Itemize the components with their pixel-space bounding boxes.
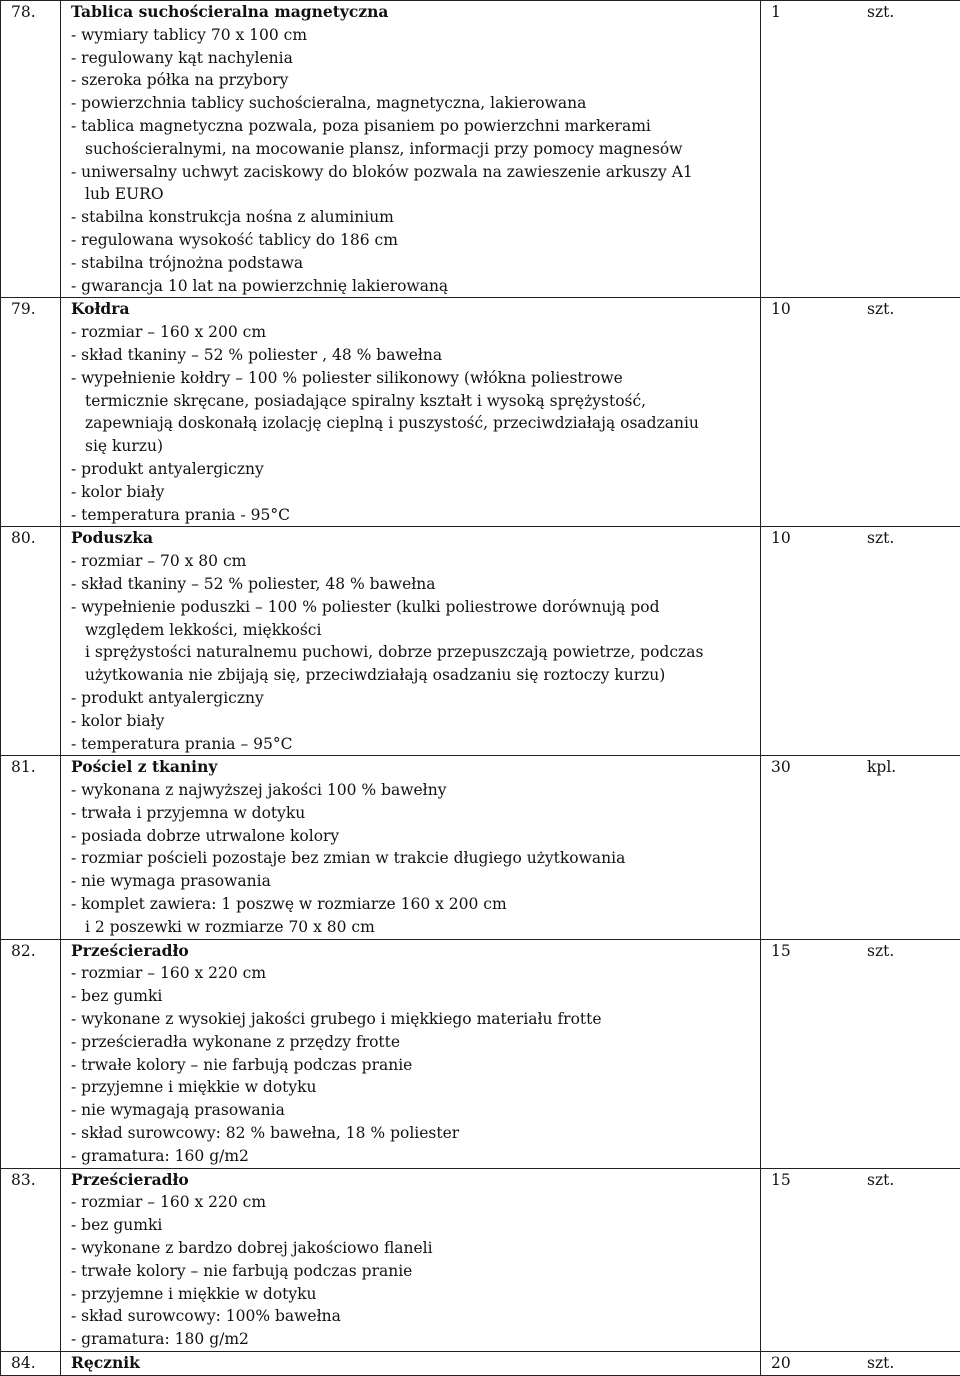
item-description xyxy=(61,527,761,756)
quantity-value: 20 xyxy=(771,1354,791,1373)
item-description xyxy=(61,298,761,527)
quantity-unit: szt. xyxy=(867,1170,895,1189)
spec-line: - temperatura prania – 95°C xyxy=(71,734,293,753)
spec-line: - gwarancja 10 lat na powierzchnię lakierowaną xyxy=(71,276,449,295)
spec-line: i sprężystości naturalnemu puchowi, dobrze przepuszczają powietrze, podczas xyxy=(85,643,704,662)
spec-line: się kurzu) xyxy=(85,437,163,456)
spec-line: - przyjemne i miękkie w dotyku xyxy=(71,1078,317,1097)
item-row xyxy=(1,1,960,298)
item-row xyxy=(1,1352,960,1376)
spec-line: - bez gumki xyxy=(71,987,163,1006)
spec-line: - szeroka półka na przybory xyxy=(71,71,289,90)
spec-line: suchościeralnymi, na mocowanie plansz, informacji przy pomocy magnesów xyxy=(85,139,683,158)
item-number: 79. xyxy=(1,298,61,527)
item-number: 82. xyxy=(1,939,61,1168)
spec-line: - nie wymaga prasowania xyxy=(71,872,271,891)
spec-line: - prześcieradła wykonane z przędzy frotte xyxy=(71,1032,401,1051)
spec-line: - wykonana z najwyższej jakości 100 % bawełny xyxy=(71,781,447,800)
quantity-value: 15 xyxy=(771,941,791,960)
spec-line: - trwałe kolory – nie farbują podczas pranie xyxy=(71,1261,413,1280)
spec-line: - tablica magnetyczna pozwala, poza pisaniem po powierzchni markerami xyxy=(71,116,651,135)
spec-line: - regulowana wysokość tablicy do 186 cm xyxy=(71,230,398,249)
quantity-unit: szt. xyxy=(867,1354,895,1373)
item-quantity-cell xyxy=(761,1168,960,1351)
spec-line: - stabilna konstrukcja nośna z aluminium xyxy=(71,208,394,227)
spec-line: zapewniają doskonałą izolację cieplną i puszystość, przeciwdziałają osadzaniu xyxy=(85,414,699,433)
spec-line: - gramatura: 160 g/m2 xyxy=(71,1146,249,1165)
spec-line: i 2 poszewki w rozmiarze 70 x 80 cm xyxy=(85,917,375,936)
item-quantity-cell xyxy=(761,756,960,939)
item-title: Poduszka xyxy=(71,528,153,548)
spec-line: - przyjemne i miękkie w dotyku xyxy=(71,1284,317,1303)
item-number: 84. xyxy=(1,1352,61,1376)
item-description xyxy=(61,756,761,939)
spec-line: - uniwersalny uchwyt zaciskowy do bloków pozwala na zawieszenie arkuszy A1 xyxy=(71,162,693,181)
item-title: Kołdra xyxy=(71,299,130,319)
spec-line: - skład surowcowy: 100% bawełna xyxy=(71,1307,341,1326)
item-description xyxy=(61,939,761,1168)
item-number: 81. xyxy=(1,756,61,939)
item-number: 83. xyxy=(1,1168,61,1351)
spec-line: - posiada dobrze utrwalone kolory xyxy=(71,826,340,845)
item-title: Ręcznik xyxy=(71,1353,140,1373)
item-title: Tablica suchościeralna magnetyczna xyxy=(71,2,389,21)
quantity-unit: szt. xyxy=(867,529,895,548)
spec-line: - kolor biały xyxy=(71,482,165,501)
spec-line: - rozmiar pościeli pozostaje bez zmian w trakcie długiego użytkowania xyxy=(71,849,626,868)
spec-line: - stabilna trójnożna podstawa xyxy=(71,253,304,272)
item-description xyxy=(61,1352,761,1376)
spec-line: - trwała i przyjemna w dotyku xyxy=(71,803,306,822)
quantity-value: 1 xyxy=(771,3,781,21)
item-title: Pościel z tkaniny xyxy=(71,757,218,777)
item-number: 80. xyxy=(1,527,61,756)
item-title: Prześcieradło xyxy=(71,940,189,960)
spec-line: - wymiary tablicy 70 x 100 cm xyxy=(71,25,308,44)
item-number: 78. xyxy=(1,1,61,298)
spec-line: - skład tkaniny – 52 % poliester, 48 % bawełna xyxy=(71,574,436,593)
item-description xyxy=(61,1,761,298)
spec-line: termicznie skręcane, posiadające spiralny kształt i wysoką sprężystość, xyxy=(85,391,647,410)
spec-line: - skład tkaniny – 52 % poliester , 48 % bawełna xyxy=(71,345,443,364)
spec-line: - wypełnienie kołdry – 100 % poliester silikonowy (włókna poliestrowe xyxy=(71,368,623,387)
item-row xyxy=(1,527,960,756)
item-title: Prześcieradło xyxy=(71,1169,189,1189)
spec-line: lub EURO xyxy=(85,185,164,204)
item-quantity-cell xyxy=(761,939,960,1168)
item-quantity-cell xyxy=(761,527,960,756)
quantity-unit: szt. xyxy=(867,3,895,21)
spec-line: względem lekkości, miękkości xyxy=(85,620,322,639)
quantity-unit: szt. xyxy=(867,941,895,960)
spec-line: - nie wymagają prasowania xyxy=(71,1101,285,1120)
quantity-value: 10 xyxy=(771,529,791,548)
spec-line: - trwałe kolory – nie farbują podczas pranie xyxy=(71,1055,413,1074)
spec-line: - produkt antyalergiczny xyxy=(71,688,264,707)
quantity-value: 15 xyxy=(771,1170,791,1189)
item-description xyxy=(61,1168,761,1351)
item-quantity-cell xyxy=(761,1352,960,1376)
spec-line: - produkt antyalergiczny xyxy=(71,459,264,478)
spec-line: - rozmiar – 160 x 220 cm xyxy=(71,1193,267,1212)
spec-line: użytkowania nie zbijają się, przeciwdziałają osadzaniu się roztoczy kurzu) xyxy=(85,666,666,685)
item-quantity-cell xyxy=(761,298,960,527)
spec-line: - wykonane z bardzo dobrej jakościowo flaneli xyxy=(71,1239,433,1258)
spec-line: - gramatura: 180 g/m2 xyxy=(71,1330,249,1349)
item-row xyxy=(1,939,960,1168)
spec-line: - skład surowcowy: 82 % bawełna, 18 % poliester xyxy=(71,1124,460,1143)
spec-line: - wykonane z wysokiej jakości grubego i miękkiego materiału frotte xyxy=(71,1010,602,1029)
item-row xyxy=(1,1168,960,1351)
item-row xyxy=(1,298,960,527)
spec-line: - komplet zawiera: 1 poszwę w rozmiarze 160 x 200 cm xyxy=(71,895,507,914)
spec-line: - temperatura prania - 95°C xyxy=(71,505,290,524)
items-table-body xyxy=(1,1,960,1376)
quantity-value: 30 xyxy=(771,758,791,777)
spec-line: - bez gumki xyxy=(71,1216,163,1235)
item-row xyxy=(1,756,960,939)
spec-line: - rozmiar – 70 x 80 cm xyxy=(71,552,247,571)
item-quantity-cell xyxy=(761,1,960,298)
quantity-unit: kpl. xyxy=(867,758,897,777)
spec-line: - rozmiar – 160 x 200 cm xyxy=(71,323,267,342)
spec-line: - rozmiar – 160 x 220 cm xyxy=(71,964,267,983)
spec-line: - wypełnienie poduszki – 100 % poliester (kulki poliestrowe dorównują pod xyxy=(71,597,660,616)
spec-line: - regulowany kąt nachylenia xyxy=(71,48,293,67)
quantity-value: 10 xyxy=(771,300,791,319)
quantity-unit: szt. xyxy=(867,300,895,319)
spec-line: - kolor biały xyxy=(71,711,165,730)
spec-line: - powierzchnia tablicy suchościeralna, magnetyczna, lakierowana xyxy=(71,94,587,113)
